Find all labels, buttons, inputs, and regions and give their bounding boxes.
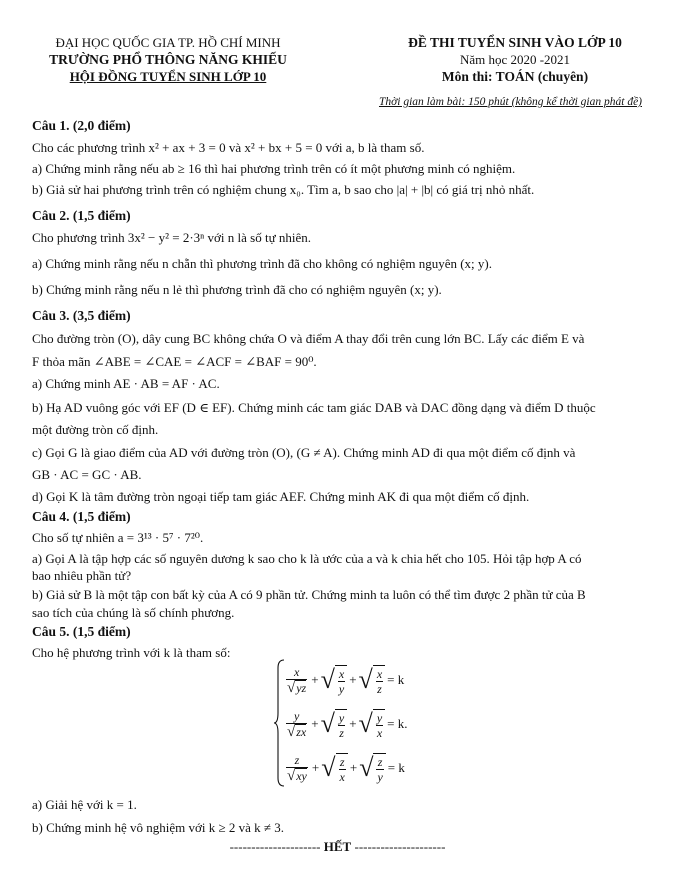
root-fraction-sqrt: √ $\frac{y}{z}$ [321,709,348,740]
root-fraction-numerator: y [376,710,383,725]
main-fraction-denominator: √ zx [287,723,307,740]
question-text: sao tích của chúng là số chính phương. [32,605,235,620]
question-text: GB · AC = GC · AB. [32,467,142,482]
system-equation: x √ yz + √ $\frac{x}{y}$ + √ $\frac{x}{z}$ = k [287,665,405,696]
root-fraction-sqrt: √ $\frac{x}{y}$ [321,665,348,696]
question-text: b) Giả sử hai phương trình trên có nghiệm chung x₀. Tìm a, b sao cho |a| + |b| có giá trị nhỏ nhất. [32,182,535,197]
question-heading: Câu 3. (3,5 điểm) [32,308,131,323]
question-text: a) Chứng minh AE · AB = AF · AC. [32,376,220,391]
time-limit: Thời gian làm bài: 150 phút (không kể thời gian phát đề) [378,96,642,108]
system-equation: z √ xy + √ $\frac{z}{x}$ + √ $\frac{z}{y}$ = k [287,753,405,784]
main-fraction-numerator: z [294,753,300,767]
header-right [370,34,660,85]
question-heading: Câu 2. (1,5 điểm) [32,208,131,223]
main-fraction-numerator: x [293,665,300,679]
root-fraction-numerator: y [338,710,345,725]
question-text: a) Chứng minh rằng nếu n chẵn thì phương trình đã cho không có nghiệm nguyên (x; y). [32,256,492,271]
question-text: a) Chứng minh rằng nếu ab ≥ 16 thì hai phương trình trên có ít một phương minh có nghiệm. [32,161,516,176]
exam-title: ĐỀ THI TUYỂN SINH VÀO LỚP 10 [408,35,622,50]
root-fraction-denominator: y [377,769,383,784]
question-heading: Câu 1. (2,0 điểm) [32,118,131,133]
root-fraction-numerator: z [377,754,383,769]
main-fraction-numerator: y [293,709,300,723]
equation-system [274,658,434,788]
header-left [18,34,318,85]
school-name: TRƯỜNG PHỔ THÔNG NĂNG KHIẾU [49,52,287,67]
question-text: Cho phương trình 3x² − y² = 2·3ⁿ với n là số tự nhiên. [32,230,311,245]
question-text: b) Giả sử B là một tập con bất kỳ của A có 9 phần tử. Chứng minh ta luôn có thể tìm được 2 phần tử của B [32,587,586,602]
question-text: d) Gọi K là tâm đường tròn ngoại tiếp tam giác AEF. Chứng minh AK đi qua một điểm cố định. [32,489,530,504]
university-name: ĐẠI HỌC QUỐC GIA TP. HỒ CHÍ MINH [55,35,281,50]
root-fraction-sqrt: √ $\frac{z}{y}$ [359,753,386,784]
question-heading: Câu 5. (1,5 điểm) [32,624,131,639]
question-text: b) Chứng minh hệ vô nghiệm với k ≥ 2 và k ≠ 3. [32,820,285,835]
equation-rhs: = k. [387,716,408,731]
question-text: Cho số tự nhiên a = 3¹³ · 5⁷ · 7²⁰. [32,530,204,545]
question-text: Cho các phương trình x² + ax + 3 = 0 và x² + bx + 5 = 0 với a, b là tham số. [32,140,425,155]
root-fraction-numerator: x [376,666,383,681]
root-fraction-sqrt: √ $\frac{y}{x}$ [359,709,386,740]
question-text: a) Gọi A là tập hợp các số nguyên dương k sao cho k là ước của a và k chia hết cho 105. Hỏi tập hợp A có [32,551,582,566]
root-fraction-numerator: z [339,754,345,769]
question-text: F thỏa mãn ∠ABE = ∠CAE = ∠ACF = ∠BAF = 90⁰. [32,354,317,369]
root-fraction-denominator: x [339,769,345,784]
question-heading: Câu 4. (1,5 điểm) [32,509,131,524]
root-fraction-denominator: z [339,725,344,740]
equation-rhs: = k [387,672,405,687]
system-equation: y √ zx + √ $\frac{y}{z}$ + √ $\frac{y}{x}$ = k. [287,709,408,740]
question-text: a) Giải hệ với k = 1. [32,797,137,812]
main-fraction-denominator: √ yz [287,679,307,696]
question-text: Cho đường tròn (O), dây cung BC không chứa O và điểm A thay đổi trên cung lớn BC. Lấy các điểm E và [32,331,585,346]
equation-rhs: = k [387,760,405,775]
root-fraction-denominator: x [376,725,383,740]
subject: Môn thi: TOÁN (chuyên) [441,69,589,84]
main-fraction-denominator: √ xy [287,767,307,784]
question-text: c) Gọi G là giao điểm của AD với đường tròn (O), (G ≠ A). Chứng minh AD đi qua một điểm cố định và [32,445,576,460]
question-text: bao nhiêu phần tử? [32,568,132,583]
school-year: Năm học 2020 -2021 [459,52,571,67]
root-fraction-denominator: y [338,681,345,696]
end-marker: --------------------- HẾT --------------------- [229,839,446,854]
council-name: HỘI ĐỒNG TUYỂN SINH LỚP 10 [69,69,267,84]
question-text: b) Chứng minh rằng nếu n lẻ thì phương trình đã cho có nghiệm nguyên (x; y). [32,282,442,297]
root-fraction-numerator: x [338,666,345,681]
root-fraction-sqrt: √ $\frac{z}{x}$ [321,753,348,784]
question-text: b) Hạ AD vuông góc với EF (D ∈ EF). Chứng minh các tam giác DAB và DAC đồng dạng và điểm D thuộc [32,400,596,415]
root-fraction-sqrt: √ $\frac{x}{z}$ [359,665,386,696]
question-text: Cho hệ phương trình với k là tham số: [32,645,231,660]
question-text: một đường tròn cố định. [32,422,159,437]
root-fraction-denominator: z [377,681,382,696]
